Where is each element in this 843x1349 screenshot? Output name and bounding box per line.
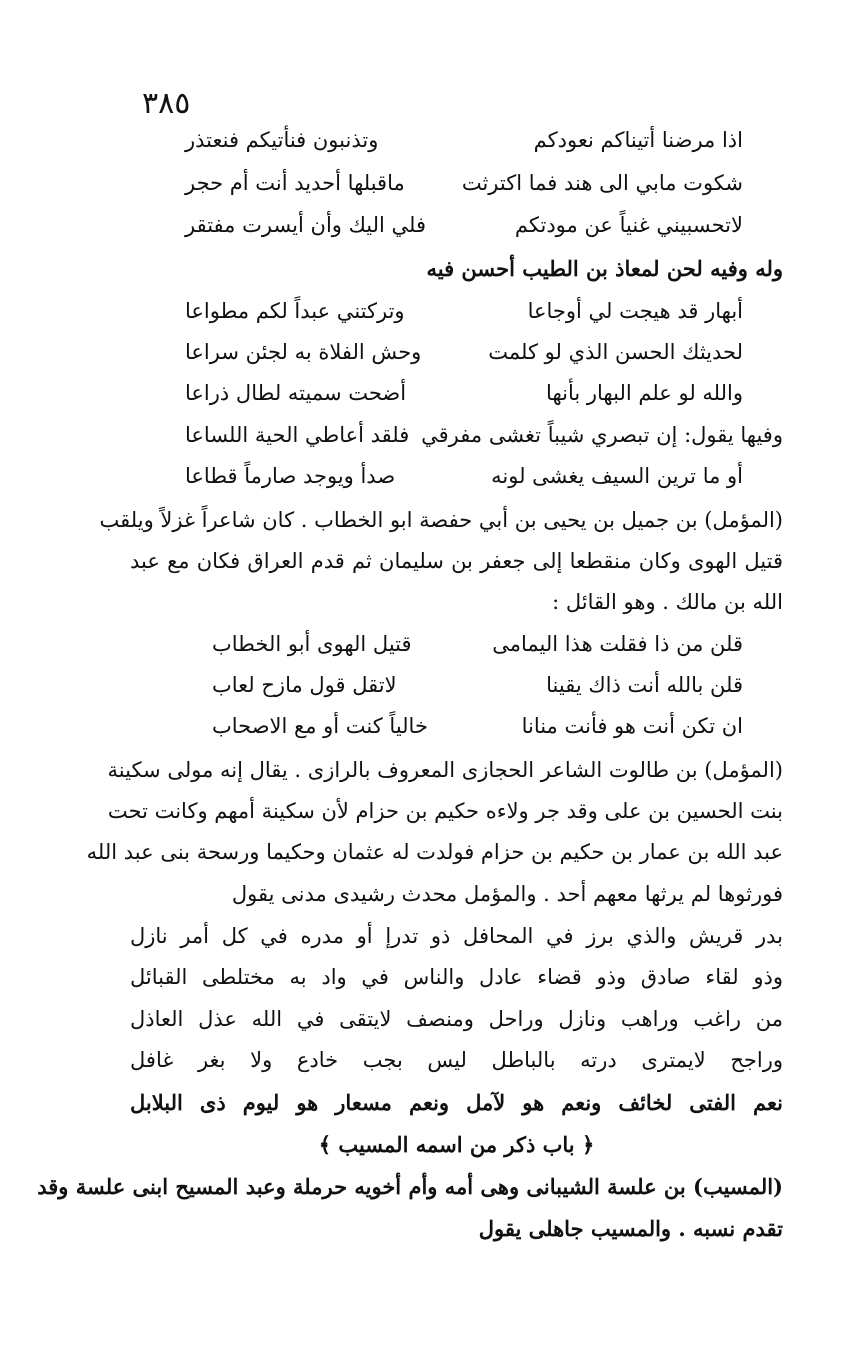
verse-line: [185, 466, 743, 487]
verse-hemistich-left: وحش الفلاة به لجئن سراعا: [185, 340, 422, 364]
paragraph-line: بنت الحسين بن على وقد جر ولاءه حكيم بن حزام لأن سكينة أمهم وكانت تحت: [107, 799, 783, 823]
paragraph-line: قتيل الهوى وكان منقطعا إلى جعفر بن سليمان ثم قدم العراق فكان مع عبد: [130, 549, 783, 573]
verse-hemistich-right: شكوت مابي الى هند فما اكترثت: [461, 171, 743, 195]
verse-hemistich-right: ان تكن أنت هو فأنت منانا: [521, 714, 743, 738]
verse-hemistich-left: خالياً كنت أو مع الاصحاب: [212, 714, 428, 738]
verse-hemistich-left: فلقد أعاطي الحية اللساعا: [185, 423, 410, 447]
verse-hemistich-right: لحديثك الحسن الذي لو كلمت: [488, 340, 743, 364]
paragraph-line: فورثوها لم يرثها معهم أحد . والمؤمل محدث رشيدى مدنى يقول: [231, 882, 783, 906]
paragraph-line: (المسيب) بن علسة الشيبانى وهى أمه وأم أخويه حرملة وعبد المسيح ابنى علسة وقد: [37, 1174, 783, 1199]
verse-line: [212, 716, 743, 737]
verse-hemistich-left: وتركتني عبداً لكم مطواعا: [185, 299, 405, 323]
verse-hemistich-right: لاتحسبيني غنياً عن مودتكم: [514, 213, 743, 237]
verse-hemistich-left: أضحت سميته لطال ذراعا: [185, 381, 407, 405]
paragraph-line: بدر قريش والذي برز في المحافل ذو تدرإ أو مدره في كل أمر نازل: [130, 924, 783, 948]
page-number: ٣٨٥: [142, 86, 191, 121]
verse-hemistich-left: وتذنبون فنأتيكم فنعتذر: [185, 128, 379, 152]
paragraph-line: من راغب وراهب ونازل وراحل ومنصف لايتقى في الله عذل العاذل: [130, 1007, 783, 1031]
verse-line: [185, 301, 743, 322]
verse-hemistich-left: فلي اليك وأن أيسرت مفتقر: [185, 213, 427, 237]
verse-line: [185, 425, 783, 446]
paragraph-line: تقدم نسبه . والمسيب جاهلى يقول: [478, 1216, 783, 1241]
verse-hemistich-right: وفيها يقول: إن تبصري شيباً تغشى مفرقي: [421, 423, 783, 447]
verse-line: [212, 634, 743, 655]
paragraph-line: (المؤمل) بن جميل بن يحيى بن أبي حفصة ابو الخطاب . كان شاعراً غزلاً ويلقب: [99, 508, 783, 532]
verse-hemistich-right: أو ما ترين السيف يغشى لونه: [491, 464, 743, 488]
verse-hemistich-right: قلن من ذا فقلت هذا اليمامى: [492, 632, 743, 656]
verse-line: [212, 675, 743, 696]
paragraph-line: الله بن مالك . وهو القائل :: [552, 590, 783, 614]
verse-hemistich-right: قلن بالله أنت ذاك يقينا: [546, 673, 743, 697]
verse-line: [185, 215, 743, 236]
verse-hemistich-right: والله لو علم البهار بأنها: [546, 381, 743, 405]
chapter-heading: ﴿ باب ذكر من اسمه المسيب ﴾: [318, 1132, 595, 1157]
verse-line: [185, 342, 743, 363]
verse-hemistich-left: لاتقل قول مازح لعاب: [212, 673, 397, 697]
verse-hemistich-right: أبهار قد هيجت لي أوجاعا: [527, 299, 743, 323]
paragraph-line: عبد الله بن عمار بن حكيم بن حزام فولدت له عثمان وحكيما ورسحة بنى عبد الله: [86, 840, 783, 864]
verse-hemistich-right: اذا مرضنا أتيناكم نعودكم: [533, 128, 743, 152]
intro-line: وله وفيه لحن لمعاذ بن الطيب أحسن فيه: [426, 256, 783, 281]
verse-line: [185, 173, 743, 194]
paragraph-line: (المؤمل) بن طالوت الشاعر الحجازى المعروف بالرازى . يقال إنه مولى سكينة: [107, 758, 783, 782]
verse-hemistich-left: صدأ ويوجد صارماً قطاعا: [185, 464, 396, 488]
paragraph-line: وذو لقاء صادق وذو قضاء عادل والناس في واد به مختلطى القبائل: [130, 965, 783, 989]
paragraph-line: نعم الفتى لخائف ونعم هو لآمل ونعم مسعار هو ليوم ذى البلابل: [130, 1090, 783, 1115]
verse-hemistich-left: قتيل الهوى أبو الخطاب: [212, 632, 412, 656]
verse-line: [185, 130, 743, 151]
paragraph-line: وراجح لايمترى درته بالباطل ليس بجب خادع ولا بغر غافل: [130, 1048, 783, 1072]
verse-line: [185, 383, 743, 404]
verse-hemistich-left: ماقبلها أحديد أنت أم حجر: [185, 171, 405, 195]
